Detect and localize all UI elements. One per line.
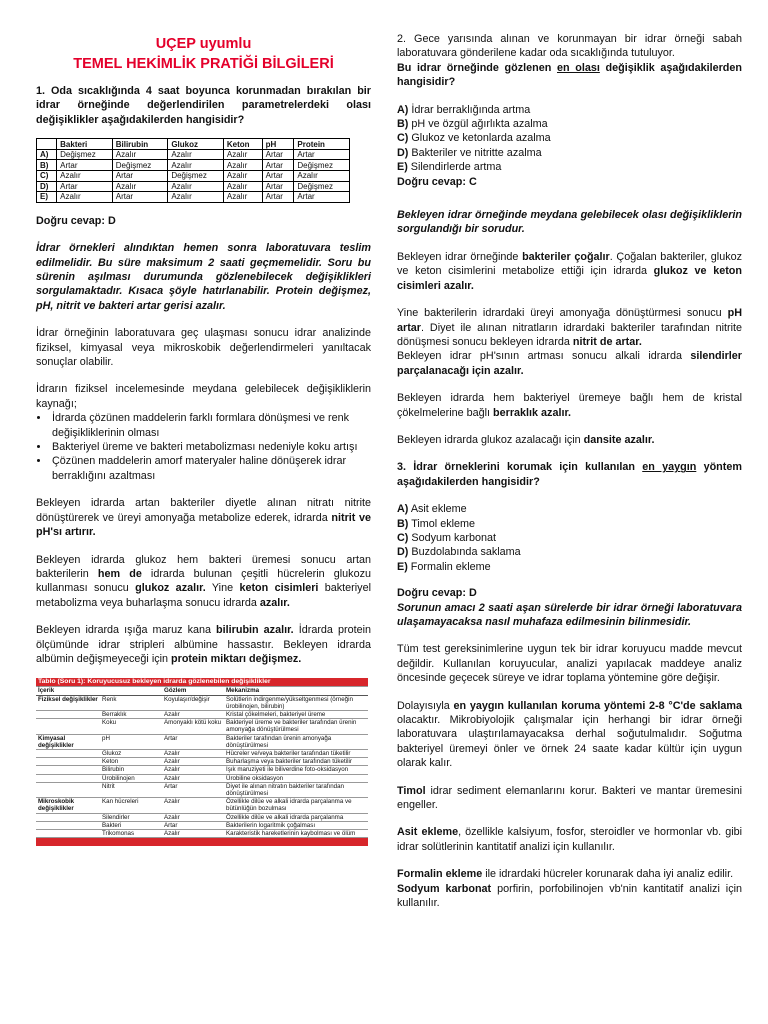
option-letter: D)	[397, 146, 409, 159]
text-run-bold: dansite azalır.	[583, 433, 655, 446]
option-row	[37, 171, 350, 182]
table-group-cell: Mikroskobik değişiklikler	[36, 798, 100, 813]
table-row	[36, 774, 368, 782]
option-letter: A)	[397, 103, 409, 116]
text-run-bold: glukoz ve keton cisimleri azalır.	[397, 265, 742, 292]
answer-option	[397, 517, 742, 531]
answer-option	[397, 117, 742, 131]
options-header-cell: pH	[262, 139, 294, 150]
text-run: bakteriyel metabolizma veya buharlaşma sonucu idrarda	[36, 582, 371, 609]
question-1: 1. Oda sıcaklığında 4 saat boyunca korunmadan bırakılan bir idrar örneğinde değerlendirilen parametrelerdeki olası değişiklikler aşağıdakilerden hangisidir?	[36, 85, 371, 126]
option-letter: C)	[397, 132, 409, 145]
table-cell: Renk	[100, 695, 162, 710]
table-cell: Özellikle dilüe ve alkali idrarda parçalanma ve bütünlüğün bozulması	[224, 798, 368, 813]
text-run: idrarda bulunan çeşitli hücrelerin glukozu kullanması sonucu	[36, 567, 371, 595]
table-cell: Azalır	[162, 766, 224, 774]
table-row	[36, 766, 368, 774]
list-item: • İdrarda çözünen maddelerin farklı formlara dönüşmesi ve renk değişikliklerinin olması	[50, 411, 371, 440]
option-cell: Artar	[57, 160, 113, 171]
question-2-answer: Doğru cevap: C	[397, 175, 477, 188]
table-cell: Bakteriler tarafından ürenin amonyağa dönüştürülmesi	[224, 734, 368, 749]
right-column	[397, 0, 742, 911]
question-1-options-table	[36, 138, 350, 203]
option-cell: Değişmez	[294, 181, 350, 192]
changes-table	[36, 678, 368, 846]
options-header-cell: Protein	[294, 139, 350, 150]
table-row	[36, 710, 368, 718]
options-header-cell: Bakteri	[57, 139, 113, 150]
option-text: Asit ekleme	[410, 503, 467, 516]
answer-option	[397, 131, 742, 145]
table-row	[36, 782, 368, 797]
option-letter: D)	[37, 181, 57, 192]
option-cell: Değişmez	[294, 160, 350, 171]
table-cell: Glukoz	[100, 749, 162, 757]
question-3-paragraph	[397, 882, 742, 911]
text-run-bold: nitrit ve pH'sı artırır.	[36, 511, 371, 539]
table-cell: Keton	[100, 758, 162, 766]
option-letter: B)	[37, 160, 57, 171]
table-row	[36, 798, 368, 813]
text-run-bold: berraklık azalır.	[493, 406, 572, 419]
table-group-cell	[36, 813, 100, 821]
option-letter: A)	[397, 503, 409, 516]
option-cell: Azalır	[168, 181, 224, 192]
table-cell: Azalır	[162, 830, 224, 838]
option-cell: Azalır	[223, 192, 262, 203]
option-cell: Değişmez	[112, 160, 168, 171]
table-group-cell	[36, 758, 100, 766]
question-3-key-explanation: Sorunun amacı 2 saati aşan sürelerde bir idrar örneği laboratuvara ulaşamayacaksa nasıl muhafaza edilmesinin bilinmesidir.	[397, 601, 742, 628]
table-cell: Buharlaşma veya bakteriler tarafından tüketilir	[224, 758, 368, 766]
text-run-underlined: en olası	[557, 61, 600, 74]
table-cell: Bakteri	[100, 821, 162, 829]
table-caption: Tablo (Soru 1): Koruyucusuz bekleyen idrarda gözlenebilen değişiklikler	[36, 678, 368, 687]
table-cell: Karakteristik hareketlerinin kaybolması ve ölüm	[224, 830, 368, 838]
text-run: Bekleyen idrarda artan bakteriler diyetle alınan nitratı nitrite dönüştürerek ve üreyi amonyağa metabolize ederek, idrarda	[36, 497, 371, 524]
table-cell: Bakteriyel üreme ve bakteriler tarafından ürenin amonyağa dönüştürülmesi	[224, 719, 368, 734]
question-3-paragraph: Tüm test gereksinimlerine uygun tek bir idrar koruyucu madde mevcut değildir. Kullanılan koruyucular, analizi yapılacak maddeye analiz öncesinde geçecek süreye ve idrar toplama yöntemine göre değişir.	[397, 643, 742, 685]
option-text: İdrar berraklığında artma	[411, 103, 531, 116]
change-sources-list	[36, 411, 371, 483]
answer-option	[397, 502, 742, 516]
question-2-options	[397, 103, 742, 175]
table-row	[36, 821, 368, 829]
text-run: 3. İdrar örneklerini korumak için kullanılan	[397, 461, 643, 474]
options-header-row	[37, 139, 350, 150]
table-group-cell	[36, 766, 100, 774]
question-2-paragraph	[397, 306, 742, 349]
option-cell: Azalır	[57, 192, 113, 203]
option-cell: Artar	[57, 181, 113, 192]
table-cell: Azalır	[162, 749, 224, 757]
table-group-cell	[36, 821, 100, 829]
option-cell: Artar	[262, 181, 294, 192]
table-header-cell	[100, 687, 162, 695]
table-caption-row	[36, 678, 368, 687]
option-text: Buzdolabında saklama	[411, 546, 521, 559]
table-cell: Nitrit	[100, 782, 162, 797]
table-row	[36, 719, 368, 734]
text-run: , özellikle kalsiyum, fosfor, steroidler ve hormonlar vb. gibi idrar solütlerinin kantitatif analizi için kullanılır.	[397, 826, 742, 853]
table-cell: Koyulaşır/değişir	[162, 695, 224, 710]
question-3-paragraph	[397, 825, 742, 854]
table-cell: Bakterilerin logaritmik çoğalması	[224, 821, 368, 829]
text-run-bold: Asit ekleme	[397, 826, 459, 839]
text-run: Bekleyen idrarda ışığa maruz kana	[36, 624, 217, 637]
answer-option	[397, 560, 742, 574]
table-cell: Amonyaklı kötü koku	[162, 719, 224, 734]
table-header-cell: İçerik	[36, 687, 100, 695]
text-run-bold: azalır.	[259, 596, 290, 609]
question-2-stem: 2. Gece yarısında alınan ve korunmayan bir idrar örneği sabah laboratuvara gönderilene kadar oda sıcaklığında tutuluyor.	[397, 33, 742, 60]
options-header-cell: Keton	[223, 139, 262, 150]
option-cell: Artar	[262, 160, 294, 171]
table-cell: Diyet ile alınan nitratın bakteriler tarafından dönüştürülmesi	[224, 782, 368, 797]
question-3-paragraph	[397, 784, 742, 813]
text-run: Bekleyen idrarda glukoz azalacağı için	[397, 433, 584, 446]
list-item: • Bakteriyel üreme ve bakteri metabolizması nedeniyle koku artışı	[50, 440, 371, 454]
question-3	[397, 460, 742, 489]
text-run: Bu idrar örneğinde gözlenen	[397, 61, 557, 74]
option-letter: E)	[397, 560, 408, 573]
table-group-cell	[36, 719, 100, 734]
table-cell: Kan hücreleri	[100, 798, 162, 813]
option-cell: Azalır	[112, 149, 168, 160]
left-column	[36, 0, 371, 846]
option-letter: C)	[397, 531, 409, 544]
option-letter: D)	[397, 546, 409, 559]
table-row	[36, 830, 368, 838]
table-cell: Azalır	[162, 710, 224, 718]
table-cell: pH	[100, 734, 162, 749]
table-cell: Işık maruziyeti ile biliverdine foto-oksidasyon	[224, 766, 368, 774]
table-cell: Kristal çökelmeleri, bakteriyel üreme	[224, 710, 368, 718]
text-run-bold: glukoz azalır.	[135, 582, 206, 595]
text-run: Bekleyen idrarda hem bakteriyel üremeye bağlı hem de kristal çökelmelerine bağlı	[397, 392, 742, 419]
text-run-bold: Sodyum karbonat	[397, 882, 492, 895]
table-cell: Bilirubin	[100, 766, 162, 774]
options-header-cell: Glukoz	[168, 139, 224, 150]
text-run: idrar sediment elemanlarını korur. Bakteri ve mantar üremesini engeller.	[397, 784, 742, 812]
text-run: İdrarda protein ölçümünde idrar stripleri albümine hassastır. Bekleyen idrarda albümin değişmeyeceği için	[36, 624, 371, 665]
option-cell: Artar	[262, 192, 294, 203]
table-group-cell: Fiziksel değişiklikler	[36, 695, 100, 710]
text-run: yöntem aşağıdakilerden hangisidir?	[397, 461, 742, 488]
option-text: Glukoz ve ketonlarda azalma	[411, 132, 551, 145]
title-block	[36, 0, 371, 74]
list-item: • Çözünen maddelerin amorf materyaler haline dönüşerek idrar berraklığını azaltması	[50, 454, 371, 483]
text-run-underlined: en yaygın	[642, 461, 697, 474]
table-cell: Ürobiline oksidasyon	[224, 774, 368, 782]
option-cell: Artar	[294, 192, 350, 203]
option-cell: Azalır	[223, 149, 262, 160]
text-run-bold: en yaygın kullanılan koruma yöntemi 2-8 °C'de saklama	[453, 699, 742, 712]
option-row	[37, 149, 350, 160]
option-cell: Azalır	[112, 181, 168, 192]
question-3-options	[397, 502, 742, 574]
table-group-cell	[36, 782, 100, 797]
table-group-cell	[36, 774, 100, 782]
option-row	[37, 160, 350, 171]
question-2-paragraph	[397, 250, 742, 293]
text-run: Yine	[205, 582, 240, 595]
option-row	[37, 192, 350, 203]
question-2-paragraph	[397, 391, 742, 420]
option-cell: Artar	[294, 149, 350, 160]
option-row	[37, 181, 350, 192]
option-text: Formalin ekleme	[410, 560, 491, 573]
table-row	[36, 749, 368, 757]
text-run: Bekleyen idrar örneğinde	[397, 250, 523, 263]
option-cell: Artar	[262, 171, 294, 182]
table-group-cell	[36, 749, 100, 757]
question-1-answer: Doğru cevap: D	[36, 214, 116, 227]
text-run-bold: silendirler parçalanacağı için azalır.	[397, 350, 742, 377]
question-1-key-explanation: İdrar örnekleri alındıktan hemen sonra laboratuvara teslim edilmelidir. Bu süre maksimum 2 saati geçmemelidir. Soru bu sürenin aşılması durumunda gözlenebilecek değişiklikleri sorgulamaktadır. Kısaca şöyle hatırlanabilir. Protein değişmez, pH, nitrit ve bakteri artar gerisi azalır.	[36, 242, 371, 312]
answer-option	[397, 146, 742, 160]
table-cell: Azalır	[162, 758, 224, 766]
option-cell: Azalır	[223, 160, 262, 171]
text-run-bold: nitrit de artar.	[572, 335, 642, 348]
table-row	[36, 695, 368, 710]
option-cell: Artar	[112, 171, 168, 182]
text-run-bold: Formalin ekleme	[397, 868, 483, 881]
table-group-cell: Kimyasal değişiklikler	[36, 734, 100, 749]
question-1-paragraph	[36, 553, 371, 611]
question-2-key-explanation: Bekleyen idrar örneğinde meydana gelebilecek olası değişikliklerin sorgulandığı bir sorudur.	[397, 209, 742, 236]
text-run: Yine bakterilerin idrardaki üreyi amonyağa dönüştürmesi sonucu	[397, 307, 728, 320]
option-letter: B)	[397, 517, 409, 530]
option-text: pH ve özgül ağırlıkta azalma	[411, 118, 548, 131]
table-cell: Artar	[162, 821, 224, 829]
question-2-paragraph	[397, 433, 742, 447]
table-cell: Hücreler ve/veya bakteriler tarafından tüketilir	[224, 749, 368, 757]
text-run: Bekleyen idrar pH'sının artması sonucu alkali idrarda	[397, 350, 691, 363]
title-line-1: UÇEP uyumlu	[155, 36, 252, 52]
text-run: . Çoğalan bakteriler, glukoz ve keton cisimlerini metabolize ettiği için idrarda	[397, 250, 742, 278]
option-letter: C)	[37, 171, 57, 182]
table-cell: Berraklık	[100, 710, 162, 718]
table-cell: Trikomonas	[100, 830, 162, 838]
option-cell: Azalır	[168, 160, 224, 171]
table-header-cell: Gözlem	[162, 687, 224, 695]
text-run: ile idrardaki hücreler korunarak daha iyi analiz edilir.	[482, 868, 734, 881]
question-1-paragraph	[36, 496, 371, 539]
table-row	[36, 734, 368, 749]
table-header-cell: Mekanizma	[224, 687, 368, 695]
option-text: Timol ekleme	[411, 517, 476, 530]
option-letter: A)	[37, 149, 57, 160]
table-row	[36, 758, 368, 766]
answer-option	[397, 160, 742, 174]
table-cell: Azalır	[162, 774, 224, 782]
option-letter: E)	[397, 161, 408, 174]
option-letter: B)	[397, 118, 409, 131]
table-footer-bar	[36, 838, 368, 847]
option-letter: E)	[37, 192, 57, 203]
answer-option	[397, 531, 742, 545]
text-run-bold: bakteriler çoğalır	[522, 250, 610, 263]
question-3-paragraph	[397, 867, 742, 881]
table-footer-cell	[36, 838, 368, 847]
option-cell: Değişmez	[57, 149, 113, 160]
title-line-2: TEMEL HEKİMLİK PRATİĞİ BİLGİLERİ	[73, 56, 334, 72]
option-cell: Değişmez	[168, 171, 224, 182]
answer-option	[397, 103, 742, 117]
option-cell: Artar	[112, 192, 168, 203]
text-run-bold: keton cisimleri	[239, 582, 319, 595]
text-run: . Diyet ile alınan nitratların idrardaki bakteriler tarafından nitrite dönüşmesi sonucu bekleyen idrarda	[397, 321, 742, 348]
text-run-bold: protein miktarı değişmez.	[171, 652, 302, 665]
table-cell: Silendirler	[100, 813, 162, 821]
option-cell: Azalır	[168, 192, 224, 203]
text-run-bold: pH artar	[397, 307, 742, 334]
table-cell: Artar	[162, 782, 224, 797]
table-cell: Ürobilinojen	[100, 774, 162, 782]
table-cell: Artar	[162, 734, 224, 749]
question-2-paragraph	[397, 349, 742, 378]
option-cell: Azalır	[294, 171, 350, 182]
table-group-cell	[36, 830, 100, 838]
options-header-cell: Bilirubin	[112, 139, 168, 150]
text-run: Bekleyen idrarda glukoz hem bakteri üremesi sonucu artan bakterilerin	[36, 553, 371, 580]
option-cell: Azalır	[223, 171, 262, 182]
option-cell: Azalır	[168, 149, 224, 160]
table-cell: Azalır	[162, 813, 224, 821]
text-run: porfirin, porfobilinojen vb'nin kantitatif analizi için kullanılır.	[397, 882, 742, 910]
option-cell: Azalır	[223, 181, 262, 192]
table-group-cell	[36, 710, 100, 718]
question-1-paragraph	[36, 623, 371, 666]
option-text: Sodyum karbonat	[411, 531, 497, 544]
table-cell: Koku	[100, 719, 162, 734]
options-header-cell	[37, 139, 57, 150]
table-row	[36, 813, 368, 821]
question-1-paragraph: İdrar örneğinin laboratuvara geç ulaşması sonucu idrar analizinde fiziksel, kimyasal veya mikroskobik değerlendirmeleri yanıltacak sonuçlar olabilir.	[36, 327, 371, 369]
table-cell: Solütlerin indirgenme/yükseltgenmesi (örneğin ürobilinojen, bilirubin)	[224, 695, 368, 710]
option-cell: Artar	[262, 149, 294, 160]
question-1-paragraph: İdrarın fiziksel incelemesinde meydana gelebilecek değişikliklerin kaynağı;	[36, 383, 371, 410]
question-2	[397, 61, 742, 90]
option-text: Silendirlerde artma	[410, 161, 502, 174]
question-3-answer: Doğru cevap: D	[397, 587, 477, 600]
text-run: olacaktır. Mikrobiyolojik çalışmalar için herhangi bir idrar örneği laboratuvara ulaştırılamayacaksa derhal soğutulmalıdır. Soğutma bakteriyel üremeyi önler ve örnek 24 saate kadar kültür için uygun olarak kalır.	[397, 714, 742, 770]
text-run-bold: Timol	[397, 784, 426, 797]
text-run-bold: bilirubin azalır.	[216, 624, 294, 637]
table-cell: Özellikle dilüe ve alkali idrarda parçalanma	[224, 813, 368, 821]
answer-option	[397, 545, 742, 559]
question-3-paragraph	[397, 699, 742, 771]
text-run-bold: hem de	[97, 567, 142, 580]
option-text: Bakteriler ve nitritte azalma	[411, 146, 542, 159]
option-cell: Azalır	[57, 171, 113, 182]
table-cell: Azalır	[162, 798, 224, 813]
table-header-row	[36, 687, 368, 695]
text-run: Dolayısıyla	[397, 699, 454, 712]
text-run: değişiklik aşağıdakilerden hangisidir?	[397, 61, 742, 89]
